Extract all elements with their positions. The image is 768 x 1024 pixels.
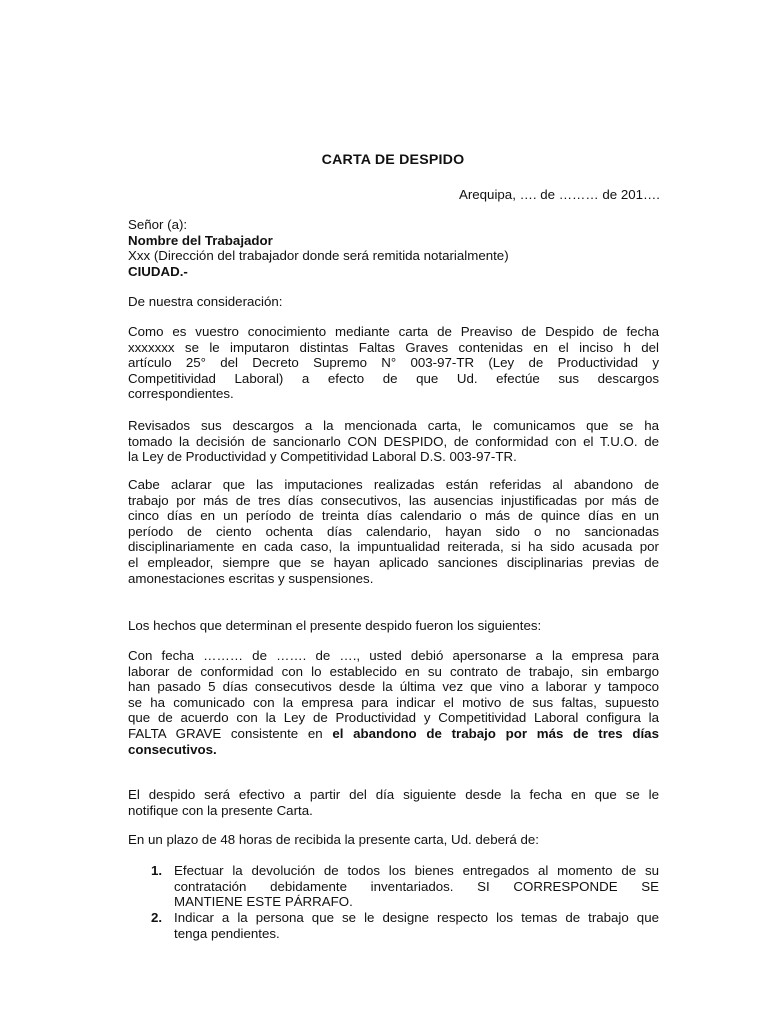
paragraph-line: Competitividad Laboral) a efecto de que Ud. efectúe sus descargos (128, 370, 659, 386)
recipient-city: CIUDAD.- (128, 263, 188, 279)
paragraph-line: artículo 25° del Decreto Supremo N° 003-97-TR (Ley de Productividad y (128, 355, 659, 371)
paragraph-line: trabajo por más de tres días consecutivos, las ausencias injustificadas por más de (128, 492, 659, 508)
recipient-address: Xxx (Dirección del trabajador donde será remitida notarialmente) (128, 248, 509, 264)
falta-grave-text: FALTA GRAVE consistente en (128, 725, 333, 741)
list-text (174, 863, 659, 910)
paragraph-hechos (128, 648, 659, 757)
date-line: Arequipa, …. de ……… de 201…. (458, 187, 660, 202)
paragraph-line: disciplinariamente en cada caso, la impuntualidad reiterada, si ha sido acusada por (128, 539, 659, 555)
paragraph-line: correspondientes. (128, 386, 234, 402)
list-line: contratación debidamente inventariados. SI CORRESPONDE SE (174, 878, 659, 894)
recipient-name: Nombre del Trabajador (128, 232, 273, 248)
letter-title: CARTA DE DESPIDO (321, 152, 465, 168)
paragraph-efectivo (128, 787, 659, 818)
list-line: Indicar a la persona que se le designe respecto los temas de trabajo que (174, 910, 659, 925)
paragraph-line: cinco días en un período de treinta días calendario o más de quince días en un (128, 508, 659, 524)
paragraph-line: que de acuerdo con la Ley de Productividad y Competitividad Laboral configura la (128, 710, 659, 726)
list-line: Efectuar la devolución de todos los bienes entregados al momento de su (174, 863, 659, 878)
paragraph-line: xxxxxxx se le imputaron distintas Faltas Graves contenidas en el inciso h del (128, 339, 659, 355)
consecutivos-bold-text: consecutivos. (128, 741, 217, 757)
paragraph-line: el empleador, siempre que se hayan aplicado sanciones disciplinarias previas de (128, 554, 659, 570)
paragraph-line: período de ciento ochenta días calendario, hayan sido o no sancionadas (128, 523, 659, 539)
paragraph-imputaciones (128, 477, 659, 586)
paragraph-line: se ha comunicado con la empresa para indicar el motivo de sus faltas, supuesto (128, 694, 659, 710)
salutation: Señor (a): (128, 217, 188, 232)
paragraph-line-mixed (128, 726, 659, 742)
paragraph-decision (128, 418, 659, 465)
paragraph-line: Cabe aclarar que las imputaciones realizadas están referidas al abandono de (128, 477, 659, 492)
list-line: tenga pendientes. (174, 925, 280, 941)
paragraph-hechos-intro: Los hechos que determinan el presente despido fueron los siguientes: (128, 618, 542, 633)
paragraph-line: tomado la decisión de sancionarlo CON DESPIDO, de conformidad con el T.U.O. de (128, 433, 659, 449)
paragraph-plazo: En un plazo de 48 horas de recibida la presente carta, Ud. deberá de: (128, 832, 539, 847)
list-number: 2. (151, 910, 163, 925)
greeting: De nuestra consideración: (128, 294, 283, 309)
paragraph-line: la Ley de Productividad y Competitividad Laboral D.S. 003-97-TR. (128, 449, 517, 465)
paragraph-line: han pasado 5 días consecutivos desde la última vez que vino a laborar y tampoco (128, 679, 659, 695)
paragraph-line: Con fecha ……… de ……. de …., usted debió apersonarse a la empresa para (128, 648, 659, 663)
paragraph-line: Como es vuestro conocimiento mediante carta de Preaviso de Despido de fecha (128, 324, 659, 339)
paragraph-line: Revisados sus descargos a la mencionada carta, le comunicamos que se ha (128, 418, 659, 433)
list-line: MANTIENE ESTE PÁRRAFO. (174, 894, 353, 910)
recipient-block (128, 217, 659, 279)
paragraph-line: El despido será efectivo a partir del día siguiente desde la fecha en que se le (128, 787, 659, 802)
paragraph-line: amonestaciones escritas y suspensiones. (128, 570, 374, 586)
paragraph-preaviso (128, 324, 659, 402)
abandono-bold-text: el abandono de trabajo por más de tres días (332, 725, 659, 741)
paragraph-line: notifique con la presente Carta. (128, 802, 313, 818)
list-number: 1. (151, 863, 163, 878)
paragraph-line: laborar de conformidad con lo establecido en su contrato de trabajo, sin embargo (128, 663, 659, 679)
list-text (174, 910, 659, 941)
